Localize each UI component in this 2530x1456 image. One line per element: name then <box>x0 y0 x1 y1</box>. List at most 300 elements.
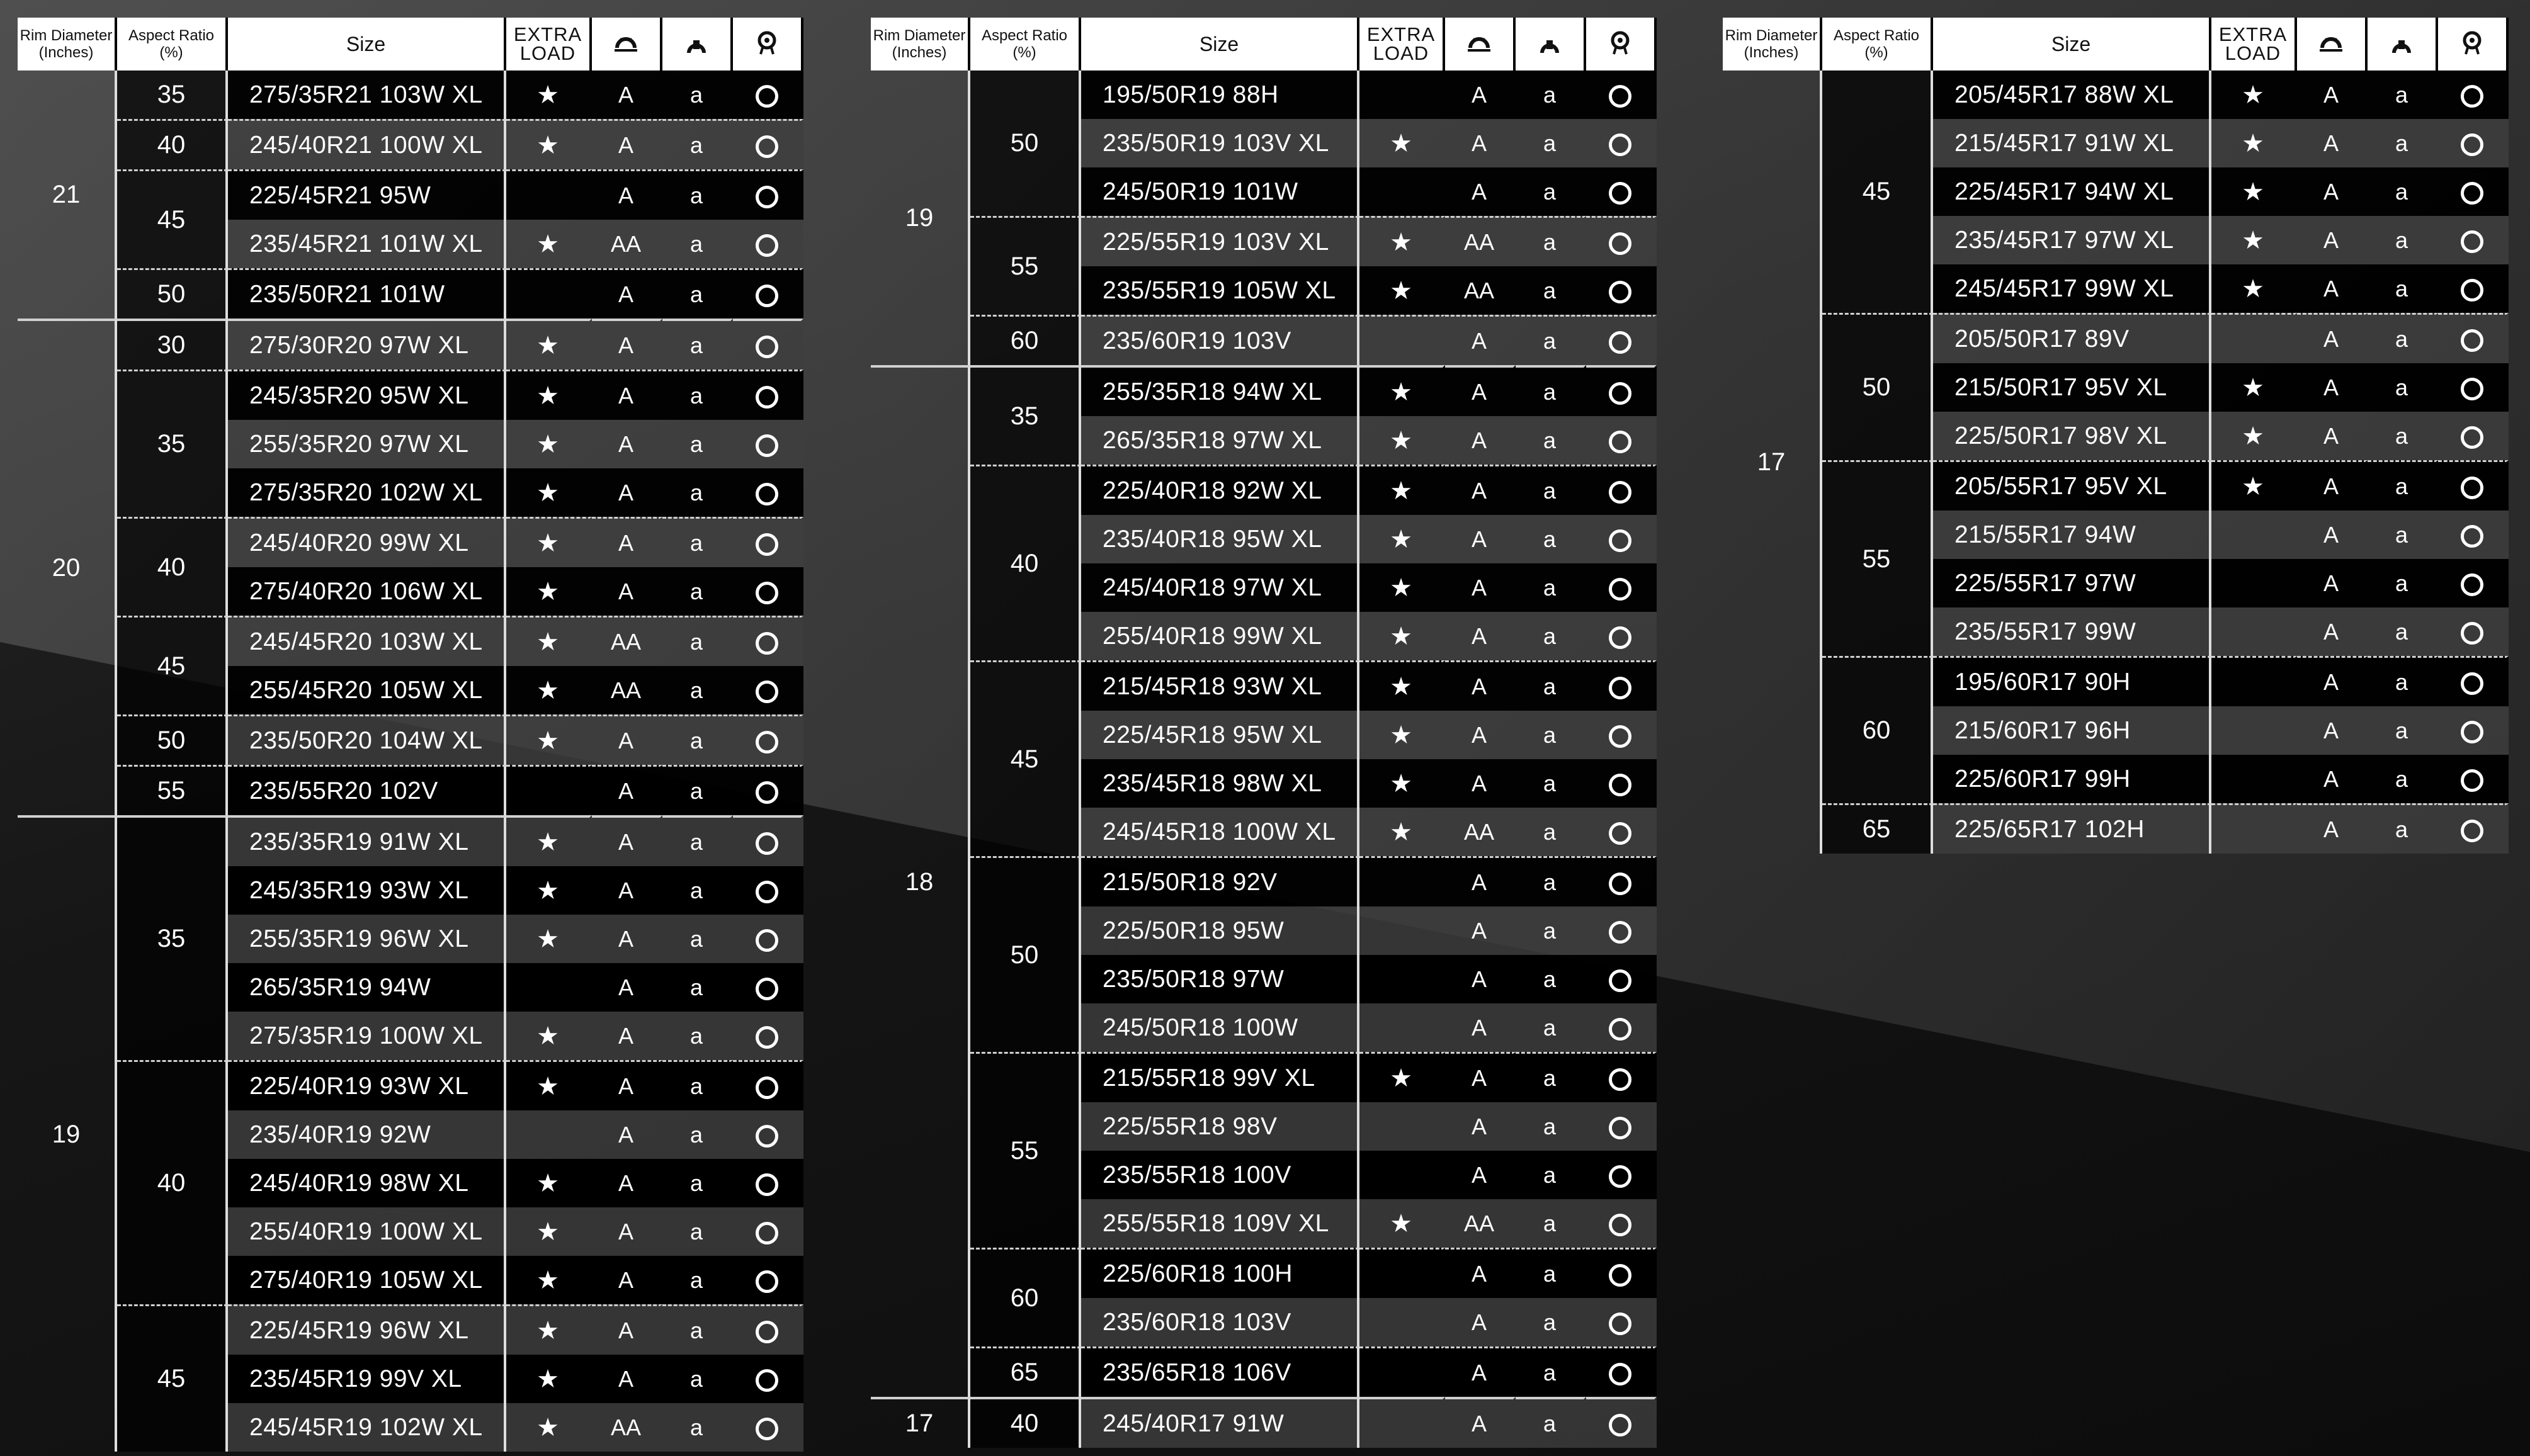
table-row <box>18 169 803 220</box>
rolling-resistance-cell: A <box>1445 167 1516 216</box>
wet-grip-icon <box>679 46 713 63</box>
wet-grip-cell: a <box>1516 1248 1586 1298</box>
noise-rating-circle <box>756 186 778 208</box>
rolling-resistance-icon <box>609 46 643 63</box>
noise-rating-circle <box>756 434 778 457</box>
wet-grip-cell: a <box>2368 216 2438 264</box>
size-cell: 225/50R18 95W <box>1081 906 1359 955</box>
noise-cell <box>733 866 803 915</box>
extra-load-cell <box>2211 559 2297 607</box>
wet-grip-cell: a <box>1516 1151 1586 1199</box>
header-row <box>871 18 1657 71</box>
rolling-resistance-cell: A <box>592 1110 662 1159</box>
rolling-resistance-cell: A <box>2297 119 2368 167</box>
size-header: Size <box>1081 18 1359 71</box>
wet-grip-cell: a <box>1516 955 1586 1003</box>
extra-load-cell <box>506 169 592 220</box>
table-header <box>1723 18 2509 71</box>
size-cell: 235/50R19 103V XL <box>1081 119 1359 167</box>
wet-grip-cell: a <box>1516 759 1586 808</box>
extra-load-cell: ★ <box>506 220 592 268</box>
size-cell: 205/55R17 95V XL <box>1933 460 2211 511</box>
extra-load-cell: ★ <box>506 1012 592 1060</box>
table-row <box>1723 656 2509 706</box>
size-cell: 225/55R17 97W <box>1933 559 2211 607</box>
noise-rating-circle <box>756 929 778 952</box>
size-cell: 225/45R21 95W <box>228 169 506 220</box>
noise-rating-circle <box>1609 969 1631 992</box>
extra-load-cell: ★ <box>2211 412 2297 460</box>
noise-rating-circle <box>2461 672 2483 695</box>
rolling-resistance-cell: AA <box>592 1403 662 1452</box>
aspect-ratio-cell: 30 <box>117 319 228 370</box>
extra-load-cell: ★ <box>1359 759 1445 808</box>
extra-load-cell: ★ <box>2211 216 2297 264</box>
extra-load-cell: ★ <box>506 567 592 616</box>
extra-load-cell: ★ <box>506 714 592 765</box>
noise-rating-circle <box>756 1076 778 1099</box>
noise-cell <box>733 220 803 268</box>
noise-cell <box>1586 1151 1657 1199</box>
extra-load-cell <box>2211 313 2297 363</box>
size-cell: 235/50R18 97W <box>1081 955 1359 1003</box>
noise-rating-circle <box>756 533 778 556</box>
rim-diameter-header: Rim Diameter (Inches) <box>1723 18 1822 71</box>
noise-rating-circle <box>756 336 778 358</box>
aspect-ratio-cell: 40 <box>117 119 228 169</box>
noise-cell <box>1586 216 1657 266</box>
wet-grip-cell: a <box>662 220 733 268</box>
size-cell: 235/55R18 100V <box>1081 1151 1359 1199</box>
size-cell: 225/40R18 92W XL <box>1081 465 1359 515</box>
aspect-ratio-cell: 60 <box>1822 656 1933 803</box>
tire-size-table-1 <box>18 18 803 1452</box>
rolling-resistance-cell: A <box>2297 656 2368 706</box>
noise-cell <box>733 420 803 468</box>
extra-load-cell: ★ <box>2211 119 2297 167</box>
noise-rating-circle <box>756 978 778 1000</box>
wet-grip-cell: a <box>662 370 733 420</box>
rolling-resistance-cell: A <box>1445 906 1516 955</box>
table-row <box>18 616 803 666</box>
rolling-resistance-cell: A <box>2297 607 2368 656</box>
noise-cell <box>733 169 803 220</box>
table-row <box>18 815 803 866</box>
rim-diameter-header: Rim Diameter (Inches) <box>18 18 117 71</box>
rolling-resistance-cell: A <box>1445 612 1516 660</box>
wet-grip-cell: a <box>2368 363 2438 412</box>
size-cell: 235/35R19 91W XL <box>228 815 506 866</box>
table-row <box>18 765 803 815</box>
extra-load-cell <box>1359 906 1445 955</box>
wet-grip-cell: a <box>2368 71 2438 119</box>
aspect-ratio-cell: 35 <box>117 815 228 1060</box>
extra-load-cell <box>1359 856 1445 906</box>
extra-load-cell: ★ <box>1359 515 1445 563</box>
noise-cell <box>2438 412 2509 460</box>
extra-load-cell: ★ <box>1359 416 1445 465</box>
rolling-resistance-cell: A <box>592 319 662 370</box>
noise-cell <box>733 1256 803 1304</box>
rolling-resistance-cell: A <box>2297 264 2368 313</box>
extra-load-cell: ★ <box>2211 460 2297 511</box>
size-header: Size <box>1933 18 2211 71</box>
noise-rating-circle <box>1609 1214 1631 1236</box>
table-row <box>18 71 803 119</box>
noise-cell <box>2438 706 2509 755</box>
rolling-resistance-cell: A <box>592 1012 662 1060</box>
wet-grip-icon <box>1533 46 1567 63</box>
extra-load-cell: ★ <box>506 666 592 714</box>
rolling-resistance-cell: A <box>2297 803 2368 854</box>
aspect-ratio-cell: 45 <box>1822 71 1933 313</box>
noise-rating-circle <box>2461 279 2483 302</box>
size-cell: 225/45R19 96W XL <box>228 1304 506 1355</box>
size-cell: 225/50R17 98V XL <box>1933 412 2211 460</box>
table-body <box>871 71 1657 1448</box>
noise-rating-circle <box>756 85 778 108</box>
noise-rating-circle <box>1609 1363 1631 1385</box>
aspect-ratio-cell: 45 <box>117 169 228 268</box>
extra-load-header: EXTRA LOAD <box>1359 18 1445 71</box>
noise-cell <box>2438 264 2509 313</box>
size-cell: 225/60R18 100H <box>1081 1248 1359 1298</box>
extra-load-cell: ★ <box>506 71 592 119</box>
table-row <box>871 1052 1657 1102</box>
noise-rating-circle <box>2461 85 2483 108</box>
noise-cell <box>733 1355 803 1403</box>
extra-load-cell: ★ <box>506 1159 592 1207</box>
size-cell: 275/35R21 103W XL <box>228 71 506 119</box>
wet-grip-cell: a <box>1516 1102 1586 1151</box>
table-row <box>1723 460 2509 511</box>
size-cell: 215/45R18 93W XL <box>1081 660 1359 711</box>
rim-diameter-cell: 20 <box>18 319 117 815</box>
wet-grip-cell: a <box>2368 412 2438 460</box>
noise-rating-circle <box>756 1125 778 1148</box>
rolling-resistance-cell: A <box>1445 465 1516 515</box>
size-cell: 215/50R17 95V XL <box>1933 363 2211 412</box>
noise-rating-circle <box>1609 1117 1631 1139</box>
size-cell: 245/50R19 101W <box>1081 167 1359 216</box>
aspect-ratio-cell: 45 <box>117 616 228 714</box>
rolling-resistance-cell: A <box>2297 755 2368 803</box>
extra-load-cell <box>1359 955 1445 1003</box>
wet-grip-cell: a <box>1516 906 1586 955</box>
rolling-resistance-cell: A <box>1445 1397 1516 1448</box>
wet-grip-cell: a <box>2368 119 2438 167</box>
wet-grip-cell: a <box>2368 167 2438 216</box>
rolling-resistance-cell: AA <box>1445 808 1516 856</box>
size-cell: 225/55R18 98V <box>1081 1102 1359 1151</box>
extra-load-cell: ★ <box>506 319 592 370</box>
size-cell: 245/40R19 98W XL <box>228 1159 506 1207</box>
table-row <box>18 1060 803 1110</box>
aspect-ratio-cell: 35 <box>117 71 228 119</box>
noise-rating-circle <box>756 1270 778 1293</box>
rolling-resistance-cell: A <box>1445 1003 1516 1052</box>
size-cell: 205/50R17 89V <box>1933 313 2211 363</box>
noise-rating-circle <box>1609 133 1631 156</box>
noise-rating-circle <box>1609 872 1631 895</box>
noise-cell <box>1586 71 1657 119</box>
noise-rating-circle <box>2461 525 2483 548</box>
noise-rating-circle <box>2461 769 2483 792</box>
noise-icon-header <box>1586 18 1657 71</box>
table-row <box>1723 71 2509 119</box>
extra-load-cell <box>1359 71 1445 119</box>
aspect-ratio-header: Aspect Ratio (%) <box>970 18 1081 71</box>
size-cell: 215/55R18 99V XL <box>1081 1052 1359 1102</box>
rolling-resistance-cell: A <box>592 714 662 765</box>
table-row <box>18 268 803 319</box>
aspect-ratio-cell: 60 <box>970 315 1081 365</box>
noise-cell <box>1586 1248 1657 1298</box>
size-cell: 245/40R20 99W XL <box>228 517 506 567</box>
rolling-resistance-cell: A <box>1445 515 1516 563</box>
table-row <box>871 1346 1657 1397</box>
extra-load-cell <box>2211 511 2297 559</box>
noise-rating-circle <box>756 285 778 307</box>
noise-cell <box>733 370 803 420</box>
size-cell: 245/45R17 99W XL <box>1933 264 2211 313</box>
noise-rating-circle <box>1609 331 1631 354</box>
table-row <box>871 365 1657 416</box>
rolling-resistance-cell: A <box>592 119 662 169</box>
extra-load-cell: ★ <box>1359 563 1445 612</box>
size-cell: 245/35R19 93W XL <box>228 866 506 915</box>
noise-cell <box>1586 365 1657 416</box>
table-row <box>871 1397 1657 1448</box>
wet-grip-cell: a <box>662 866 733 915</box>
size-header: Size <box>228 18 506 71</box>
table-row <box>18 370 803 420</box>
aspect-ratio-cell: 55 <box>970 1052 1081 1248</box>
size-cell: 235/45R17 97W XL <box>1933 216 2211 264</box>
rolling-resistance-cell: A <box>592 866 662 915</box>
size-cell: 235/50R20 104W XL <box>228 714 506 765</box>
wet-grip-cell: a <box>1516 216 1586 266</box>
table-row <box>871 71 1657 119</box>
noise-cell <box>733 1159 803 1207</box>
noise-rating-circle <box>1609 1068 1631 1091</box>
aspect-ratio-cell: 40 <box>970 465 1081 660</box>
extra-load-cell <box>506 963 592 1012</box>
noise-cell <box>2438 167 2509 216</box>
wet-grip-icon-header <box>2368 18 2438 71</box>
extra-load-cell <box>2211 656 2297 706</box>
noise-cell <box>733 666 803 714</box>
extra-load-cell: ★ <box>506 468 592 517</box>
wet-grip-cell: a <box>662 1060 733 1110</box>
size-cell: 255/35R18 94W XL <box>1081 365 1359 416</box>
rolling-resistance-cell: A <box>1445 1346 1516 1397</box>
noise-cell <box>733 468 803 517</box>
noise-rating-circle <box>1609 921 1631 944</box>
rolling-resistance-cell: A <box>592 567 662 616</box>
noise-cell <box>2438 216 2509 264</box>
wet-grip-cell: a <box>662 567 733 616</box>
extra-load-cell: ★ <box>1359 465 1445 515</box>
wet-grip-cell: a <box>662 765 733 815</box>
wet-grip-cell: a <box>662 420 733 468</box>
noise-cell <box>2438 656 2509 706</box>
rolling-resistance-cell: A <box>592 963 662 1012</box>
wet-grip-cell: a <box>1516 1199 1586 1248</box>
noise-rating-circle <box>1609 578 1631 601</box>
aspect-ratio-cell: 40 <box>117 1060 228 1304</box>
noise-cell <box>733 963 803 1012</box>
rolling-resistance-cell: A <box>1445 660 1516 711</box>
wet-grip-cell: a <box>662 119 733 169</box>
noise-cell <box>733 616 803 666</box>
wet-grip-cell: a <box>1516 1346 1586 1397</box>
noise-rating-circle <box>1609 182 1631 205</box>
noise-cell <box>733 517 803 567</box>
extra-load-cell: ★ <box>506 1060 592 1110</box>
noise-rating-circle <box>1609 1414 1631 1436</box>
rim-diameter-cell: 21 <box>18 71 117 319</box>
wet-grip-cell: a <box>2368 313 2438 363</box>
size-cell: 225/65R17 102H <box>1933 803 2211 854</box>
extra-load-cell: ★ <box>1359 266 1445 315</box>
rolling-resistance-icon-header <box>592 18 662 71</box>
noise-icon-header <box>733 18 803 71</box>
noise-rating-circle <box>1609 431 1631 453</box>
rolling-resistance-cell: A <box>1445 711 1516 759</box>
wet-grip-cell: a <box>662 1159 733 1207</box>
size-cell: 255/40R19 100W XL <box>228 1207 506 1256</box>
noise-cell <box>2438 803 2509 854</box>
size-cell: 235/40R19 92W <box>228 1110 506 1159</box>
noise-cell <box>733 1110 803 1159</box>
noise-rating-circle <box>1609 281 1631 303</box>
wet-grip-cell: a <box>1516 808 1586 856</box>
wet-grip-icon-header <box>1516 18 1586 71</box>
extra-load-cell: ★ <box>506 420 592 468</box>
aspect-ratio-cell: 35 <box>117 370 228 517</box>
noise-cell <box>2438 313 2509 363</box>
size-cell: 225/45R18 95W XL <box>1081 711 1359 759</box>
extra-load-cell: ★ <box>2211 264 2297 313</box>
size-cell: 245/45R20 103W XL <box>228 616 506 666</box>
rolling-resistance-cell: A <box>1445 119 1516 167</box>
extra-load-cell: ★ <box>1359 1052 1445 1102</box>
wet-grip-cell: a <box>662 1110 733 1159</box>
tire-size-table-2 <box>871 18 1657 1448</box>
noise-rating-circle <box>756 881 778 903</box>
rolling-resistance-cell: A <box>592 1207 662 1256</box>
size-cell: 215/50R18 92V <box>1081 856 1359 906</box>
size-cell: 255/35R20 97W XL <box>228 420 506 468</box>
noise-rating-circle <box>2461 182 2483 205</box>
table-row <box>871 856 1657 906</box>
size-cell: 225/55R19 103V XL <box>1081 216 1359 266</box>
wet-grip-cell: a <box>1516 167 1586 216</box>
rolling-resistance-cell: A <box>592 915 662 963</box>
noise-rating-circle <box>1609 1264 1631 1287</box>
extra-load-cell: ★ <box>506 815 592 866</box>
table-row <box>871 216 1657 266</box>
noise-cell <box>1586 563 1657 612</box>
rolling-resistance-icon <box>1462 46 1496 63</box>
size-cell: 235/45R21 101W XL <box>228 220 506 268</box>
wet-grip-cell: a <box>1516 1397 1586 1448</box>
table-header <box>18 18 803 71</box>
noise-rating-circle <box>756 832 778 855</box>
aspect-ratio-cell: 65 <box>1822 803 1933 854</box>
size-cell: 235/55R17 99W <box>1933 607 2211 656</box>
extra-load-cell: ★ <box>506 915 592 963</box>
wet-grip-cell: a <box>662 468 733 517</box>
extra-load-cell: ★ <box>2211 363 2297 412</box>
size-cell: 215/60R17 96H <box>1933 706 2211 755</box>
size-cell: 235/55R20 102V <box>228 765 506 815</box>
noise-rating-circle <box>2461 426 2483 449</box>
extra-load-cell <box>1359 1151 1445 1199</box>
table-body <box>18 71 803 1452</box>
wet-grip-cell: a <box>662 1012 733 1060</box>
noise-icon <box>2455 46 2489 63</box>
size-cell: 195/60R17 90H <box>1933 656 2211 706</box>
wet-grip-cell: a <box>1516 465 1586 515</box>
wet-grip-cell: a <box>1516 711 1586 759</box>
noise-cell <box>733 765 803 815</box>
rim-diameter-cell: 19 <box>871 71 970 365</box>
size-cell: 235/60R18 103V <box>1081 1298 1359 1346</box>
extra-load-cell <box>1359 1397 1445 1448</box>
rolling-resistance-cell: A <box>1445 1248 1516 1298</box>
noise-rating-circle <box>756 1418 778 1440</box>
noise-rating-circle <box>2461 230 2483 253</box>
noise-rating-circle <box>1609 677 1631 699</box>
size-cell: 265/35R19 94W <box>228 963 506 1012</box>
noise-rating-circle <box>2461 378 2483 400</box>
size-cell: 265/35R18 97W XL <box>1081 416 1359 465</box>
extra-load-cell: ★ <box>506 1403 592 1452</box>
rolling-resistance-cell: A <box>592 370 662 420</box>
noise-rating-circle <box>756 1369 778 1392</box>
table-row <box>18 1304 803 1355</box>
size-cell: 245/40R21 100W XL <box>228 119 506 169</box>
wet-grip-cell: a <box>1516 660 1586 711</box>
extra-load-cell <box>2211 706 2297 755</box>
wet-grip-cell: a <box>662 169 733 220</box>
extra-load-cell: ★ <box>506 1207 592 1256</box>
extra-load-cell: ★ <box>506 616 592 666</box>
rolling-resistance-cell: A <box>592 268 662 319</box>
rolling-resistance-cell: A <box>2297 313 2368 363</box>
noise-rating-circle <box>2461 477 2483 499</box>
size-cell: 225/40R19 93W XL <box>228 1060 506 1110</box>
noise-cell <box>1586 515 1657 563</box>
size-cell: 235/40R18 95W XL <box>1081 515 1359 563</box>
size-cell: 245/35R20 95W XL <box>228 370 506 420</box>
extra-load-cell <box>506 1110 592 1159</box>
wet-grip-cell: a <box>1516 119 1586 167</box>
rolling-resistance-cell: A <box>592 1256 662 1304</box>
size-cell: 275/35R20 102W XL <box>228 468 506 517</box>
rolling-resistance-icon-header <box>1445 18 1516 71</box>
extra-load-cell: ★ <box>2211 167 2297 216</box>
rolling-resistance-cell: A <box>1445 1151 1516 1199</box>
extra-load-cell: ★ <box>1359 711 1445 759</box>
aspect-ratio-cell: 55 <box>117 765 228 815</box>
rolling-resistance-cell: A <box>1445 315 1516 365</box>
wet-grip-cell: a <box>1516 515 1586 563</box>
noise-cell <box>1586 1102 1657 1151</box>
rolling-resistance-cell: A <box>592 1304 662 1355</box>
